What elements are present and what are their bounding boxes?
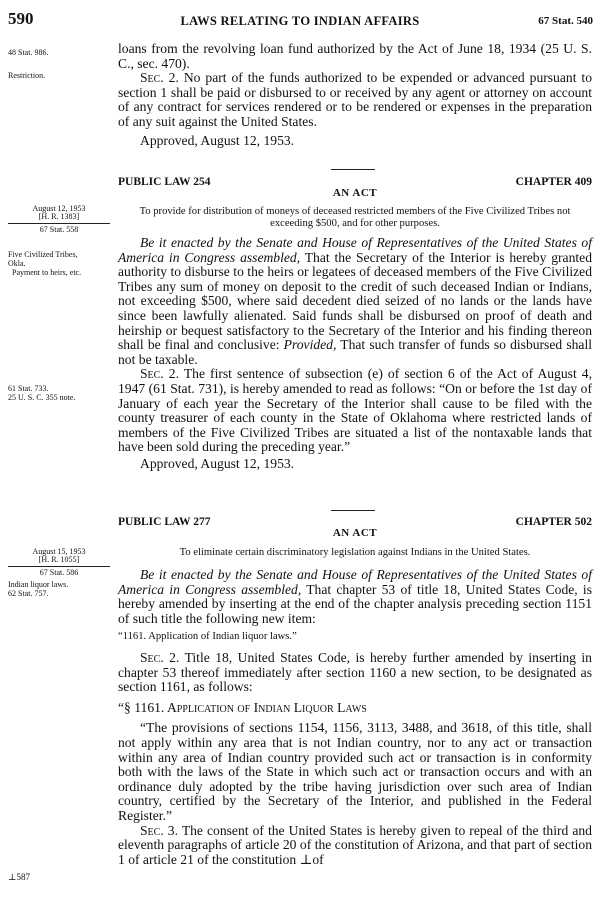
pl254-an-act: AN ACT (332, 187, 378, 199)
loan-fund-paragraph: loans from the revolving loan fund authorized by the Act of June 18, 1934 (25 U. S. C., sec. 470). (118, 41, 592, 71)
pl277-section-3 (118, 824, 592, 868)
margin-pl254-stat: 67 Stat. 558 (39, 225, 79, 234)
enacting-clause: Be it enacted by the Senate and House of Representatives of the United States of America in Congress assembled, (118, 567, 592, 597)
margin-pl277-stat: 67 Stat. 586 (39, 568, 79, 577)
margin-liquor-laws: Indian liquor laws. (8, 580, 69, 589)
separator-rule-2 (331, 510, 375, 511)
section-text-end: That such transfer of funds so disbursed shall not be taxable. (118, 337, 592, 367)
section-text: The first sentence of subsection (e) of section 6 of the Act of August 4, 1947 (61 Stat. 731), is hereby amended to read as follows: “On or before the 1st day of January of each year the Secretary of the Interior shall cause to be filed with the county treasurer of each county in the State of Oklahoma where restricted lands of members of the Five Civilized Tribes are situated a list of the nontaxable lands that have been sold during the preceding year.” (118, 366, 592, 455)
approved-line-2: Approved, August 12, 1953. (140, 455, 295, 471)
enacting-clause: Be it enacted by the Senate and House of Representatives of the United States of America in Congress assembled, (118, 235, 592, 265)
pl277-section-2 (118, 651, 592, 695)
top-continuation (118, 42, 592, 148)
section-text: That the Secretary of the Interior is hereby granted authority to disburse to the heirs or legatees of deceased members of the Five Civilized Tribes any sum of money on deposit to the credit of such deceased Indian or Indians, not exceeding $500, where said decedent died seized of no lands or the lands have since been lawfully alienated. Said funds shall be disbursed on proof of death and heirship or bequest satisfactory to the Secretary of the Interior and his finding thereon shall be final and conclusive: (118, 249, 592, 353)
pl254-section-2 (118, 367, 592, 455)
margin-25-usc: 25 U. S. C. 355 note. (8, 393, 76, 402)
pl277-an-act: AN ACT (332, 527, 378, 539)
section-1161-heading: “§ 1161. Application of Indian Liquor Laws (118, 699, 367, 715)
section-2-restriction (118, 71, 592, 129)
margin-payment-heirs: Payment to heirs, etc. (12, 268, 82, 277)
section-label: Sec. 2. (140, 366, 180, 382)
section-label: Sec. 2. (140, 649, 180, 665)
margin-62-stat: 62 Stat. 757. (8, 589, 49, 598)
pl277-body (118, 568, 592, 867)
section-text: Title 18, United States Code, is hereby further amended by inserting in chapter 53 thereof immediately after section 1160 a new section, to be designated as section 1161, as follows: (118, 649, 592, 695)
section-text: That chapter 53 of title 18, United States Code, is hereby amended by inserting at the end of the chapter analysis preceding section 1151 of such title the following new item: (118, 581, 593, 626)
pl277-chapter: CHAPTER 502 (515, 516, 592, 528)
pl277-purpose: To eliminate certain discriminatory legislation against Indians in the United States. (179, 547, 531, 558)
section-1161-quote: “The provisions of sections 1154, 1156, 3113, 3488, and 3618, of this title, shall not apply within any area that is not Indian country, nor to any act or transaction within any area of Indian country provided such act or transaction is in conformity both with the laws of the State in which such act or transaction occurs and with an ordinance duly adopted by the tribe having jurisdiction over such area of Indian country, certified by the Secretary of the Interior, and published in the Federal Register.” (118, 720, 592, 823)
section-label: Sec. 3. (140, 822, 178, 838)
margin-five-tribes: Five Civilized Tribes, (8, 250, 78, 259)
separator-rule (331, 169, 375, 170)
new-item-line: “1161. Application of Indian liquor laws.” (118, 631, 297, 643)
section-label: Sec. 2. (140, 70, 179, 86)
margin-pl277-bill: [H. R. 1055] (8, 555, 110, 567)
pl254-purpose: To provide for distribution of moneys of deceased restricted members of the Five Civilized Tribes not exceeding $500, and for other purposes. (139, 206, 571, 229)
margin-61-stat: 61 Stat. 733. (8, 384, 49, 393)
stat-citation: 67 Stat. 540 (538, 15, 593, 27)
margin-okla: Okla. (8, 259, 26, 268)
page-number: 590 (8, 9, 34, 28)
pl277-section-1 (118, 568, 592, 626)
running-head: LAWS RELATING TO INDIAN AFFAIRS (180, 14, 420, 28)
pl254-section-1 (118, 236, 592, 367)
provided-word: Provided, (283, 337, 337, 353)
margin-footer-page-mark: ⊥587 (8, 872, 30, 882)
section-text: No part of the funds authorized to be expended or advanced pursuant to section 1 shall be paid or disbursed to or received by any agent or attorney on account of any contract for services rendered or to be rendered or expenses in the preparation of any suit against the United States. (118, 70, 592, 129)
margin-note-48-stat: 48 Stat. 986. (8, 48, 49, 57)
pl254-chapter: CHAPTER 409 (515, 176, 592, 188)
pl254-body (118, 236, 592, 472)
margin-pl277-date: August 15, 1953 (32, 547, 86, 556)
section-text: The consent of the United States is hereby given to repeal of the third and eleventh paragraphs of article 20 of the constitution of Arizona, and that part of section 1 of article 21 of the constitution ⊥of (118, 822, 592, 867)
pl277-public-law: PUBLIC LAW 277 (118, 516, 211, 528)
pl254-public-law: PUBLIC LAW 254 (118, 176, 211, 188)
approved-line-1: Approved, August 12, 1953. (140, 132, 295, 148)
margin-pl254-bill: [H. R. 1383] (8, 212, 110, 224)
margin-note-restriction: Restriction. (8, 71, 46, 80)
margin-pl254-date: August 12, 1953 (32, 204, 86, 213)
